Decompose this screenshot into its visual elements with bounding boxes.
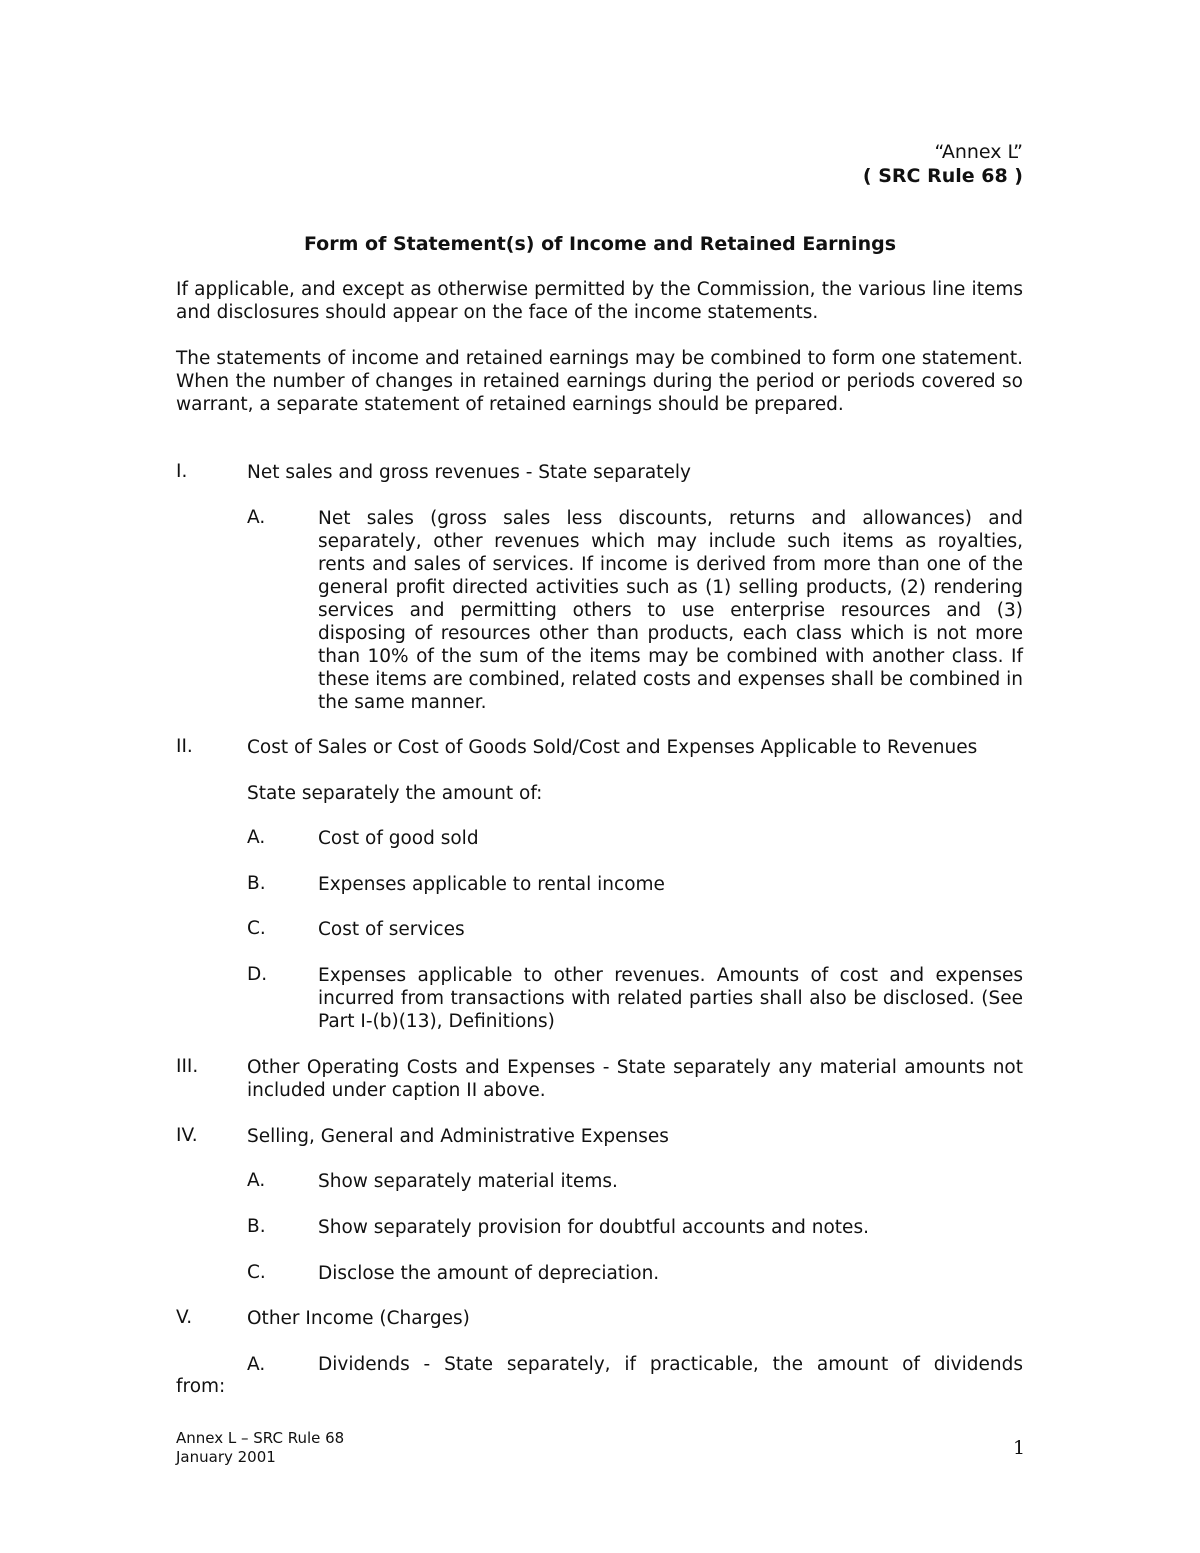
intro-paragraph-1: If applicable, and except as otherwise permitted by the Commission, the various line items and disclosures should appear on the face of the income statements. xyxy=(176,279,1023,323)
item-text-5a-continued: from: xyxy=(176,1376,226,1397)
rule-reference: ( SRC Rule 68 ) xyxy=(862,165,1023,187)
section-number-4: IV. xyxy=(176,1125,198,1146)
section-heading-3: Other Operating Costs and Expenses - State separately any material amounts not included under caption II above. xyxy=(247,1057,1023,1101)
item-text-5a: Dividends - State separately, if practicable, the amount of dividends xyxy=(318,1354,1023,1375)
item-label-2a: A. xyxy=(247,827,266,848)
item-label-4b: B. xyxy=(247,1216,266,1237)
item-label-5a: A. xyxy=(247,1354,266,1375)
item-text-1a: Net sales (gross sales less discounts, returns and allowances) and separately, other revenues which may include such items as royalties, rents and sales of services. If income is derived from more than one of the general profit directed activities such as (1) selling products, (2) rendering services and permitting others to use enterprise resources and (3) disposing of resources other than products, each class which is not more than 10% of the sum of the items may be combined with another class. If these items are combined, related costs and expenses shall be combined in the same manner. xyxy=(318,508,1023,713)
section-heading-4: Selling, General and Administrative Expenses xyxy=(247,1126,669,1147)
item-text-2d: Expenses applicable to other revenues. Amounts of cost and expenses incurred from transactions with related parties shall also be disclosed. (See Part I-(b)(13), Definitions) xyxy=(318,965,1023,1032)
item-label-1a: A. xyxy=(247,507,266,528)
section-heading-1: Net sales and gross revenues - State separately xyxy=(247,462,691,483)
item-label-2c: C. xyxy=(247,918,266,939)
section-number-5: V. xyxy=(176,1307,193,1328)
footer-line-2: January 2001 xyxy=(176,1448,276,1466)
item-text-4b: Show separately provision for doubtful accounts and notes. xyxy=(318,1217,869,1238)
footer-line-1: Annex L – SRC Rule 68 xyxy=(176,1429,345,1447)
page-number: 1 xyxy=(1013,1437,1026,1459)
item-text-4a: Show separately material items. xyxy=(318,1171,618,1192)
section-2-subheading: State separately the amount of: xyxy=(247,783,543,804)
item-line-5a xyxy=(247,1353,1023,1376)
annex-label: “Annex L” xyxy=(934,141,1023,163)
section-number-1: I. xyxy=(176,461,188,482)
section-heading-2: Cost of Sales or Cost of Goods Sold/Cost and Expenses Applicable to Revenues xyxy=(247,737,978,758)
section-heading-5: Other Income (Charges) xyxy=(247,1308,470,1329)
item-text-2a: Cost of good sold xyxy=(318,828,479,849)
item-text-4c: Disclose the amount of depreciation. xyxy=(318,1263,660,1284)
item-label-2b: B. xyxy=(247,873,266,894)
item-label-2d: D. xyxy=(247,964,268,985)
section-number-3: III. xyxy=(176,1056,199,1077)
item-label-4a: A. xyxy=(247,1170,266,1191)
section-number-2: II. xyxy=(176,736,193,757)
document-title: Form of Statement(s) of Income and Retained Earnings xyxy=(303,233,897,255)
item-text-2b: Expenses applicable to rental income xyxy=(318,874,665,895)
item-text-2c: Cost of services xyxy=(318,919,465,940)
item-label-4c: C. xyxy=(247,1262,266,1283)
intro-paragraph-2: The statements of income and retained earnings may be combined to form one statement. When the number of changes in retained earnings during the period or periods covered so warrant, a separate statement of retained earnings should be prepared. xyxy=(176,348,1023,415)
